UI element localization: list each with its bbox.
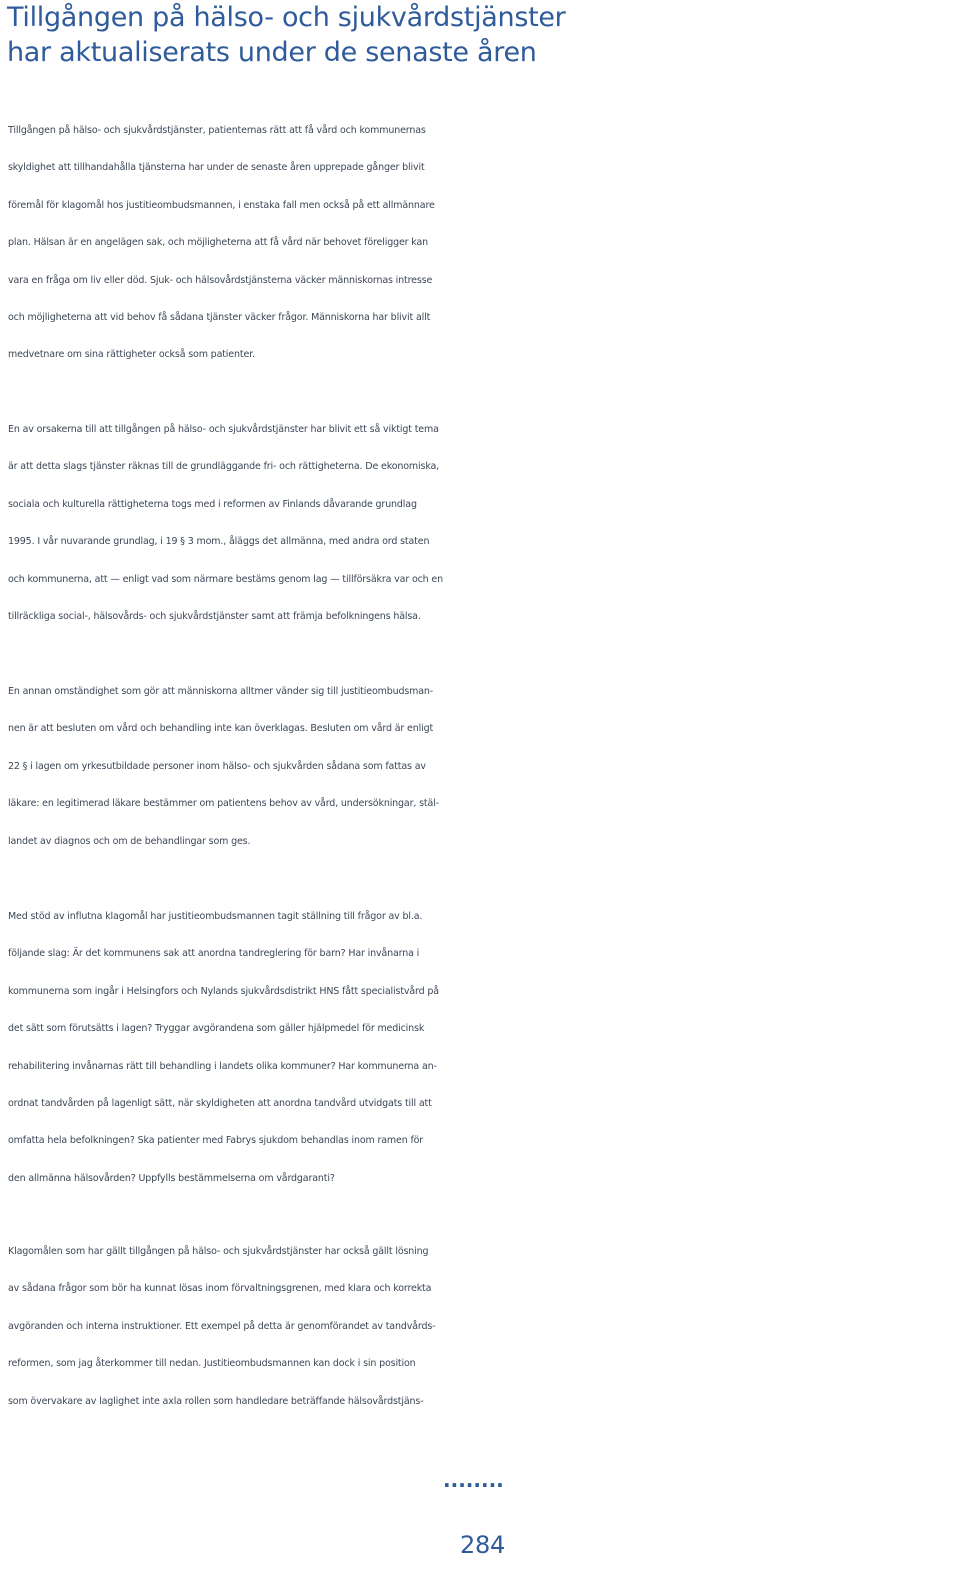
paragraph-line: plan. Hälsan är en angelägen sak, och möjligheterna att få vård när behovet föreligger kan [8, 237, 429, 249]
section-heading [7, 0, 907, 70]
paragraph-line: 22 § i lagen om yrkesutbildade personer inom hälso- och sjukvården sådana som fattas av [8, 760, 426, 772]
paragraph-line: nen är att besluten om vård och behandling inte kan överklagas. Besluten om vård är enligt [8, 723, 434, 735]
page-number: 284 [460, 1531, 505, 1559]
paragraph-line: avgöranden och interna instruktioner. Ett exempel på detta är genomförandet av tandvårds- [8, 1320, 436, 1332]
paragraph-line: av sådana frågor som bör ha kunnat lösas inom förvaltningsgrenen, med klara och korrekta [8, 1283, 432, 1295]
body-paragraph [8, 673, 958, 860]
paragraph-line: reformen, som jag återkommer till nedan. Justitieombudsmannen kan dock i sin position [8, 1358, 416, 1370]
paragraph-line: vara en fråga om liv eller död. Sjuk- och hälsovårdstjänsterna väcker människornas intresse [8, 274, 433, 286]
paragraph-line: 1995. I vår nuvarande grundlag, i 19 § 3 mom., åläggs det allmänna, med andra ord staten [8, 536, 430, 548]
paragraph-line: och kommunerna, att — enligt vad som närmare bestäms genom lag — tillförsäkra var och en [8, 573, 443, 585]
paragraph-line: omfatta hela befolkningen? Ska patienter med Fabrys sjukdom behandlas inom ramen för [8, 1135, 424, 1147]
paragraph-line: medvetnare om sina rättigheter också som patienter. [8, 349, 255, 361]
heading-line: Tillgången på hälso- och sjukvårdstjänster [7, 2, 566, 33]
paragraph-line: Klagomålen som har gällt tillgången på hälso- och sjukvårdstjänster har också gällt lösning [8, 1246, 429, 1257]
paragraph-line: En av orsakerna till att tillgången på hälso- och sjukvårdstjänster har blivit ett så viktigt tema [8, 424, 439, 435]
body-paragraph [8, 898, 958, 1197]
paragraph-line: följande slag: Är det kommunens sak att anordna tandreglering för barn? Har invånarna i [8, 948, 420, 960]
paragraph-line: skyldighet att tillhandahålla tjänsterna har under de senaste åren upprepade gånger blivit [8, 162, 425, 174]
paragraph-line: föremål för klagomål hos justitieombudsmannen, i enstaka fall men också på ett allmännare [8, 199, 435, 211]
paragraph-line: Med stöd av influtna klagomål har justitieombudsmannen tagit ställning till frågor av bl.a. [8, 911, 423, 922]
paragraph-line: tillräckliga social-, hälsovårds- och sjukvårdstjänster samt att främja befolkningens hälsa. [8, 611, 421, 623]
paragraph-line: det sätt som förutsätts i lagen? Tryggar avgörandena som gäller hjälpmedel för medicinsk [8, 1023, 425, 1035]
paragraph-line: kommunerna som ingår i Helsingfors och Nylands sjukvårdsdistrikt HNS fått specialistvård på [8, 985, 439, 997]
body-paragraph [8, 411, 958, 635]
paragraph-line: är att detta slags tjänster räknas till de grundläggande fri- och rättigheterna. De ekonomiska, [8, 461, 440, 473]
paragraph-line: den allmänna hälsovården? Uppfylls bestämmelserna om vårdgaranti? [8, 1172, 335, 1184]
paragraph-line: rehabilitering invånarnas rätt till behandling i landets olika kommuner? Har kommunerna an- [8, 1060, 437, 1072]
heading-line: har aktualiserats under de senaste åren [7, 37, 537, 68]
body-paragraph [8, 1233, 958, 1420]
paragraph-line: som övervakare av laglighet inte axla rollen som handledare beträffande hälsovårdstjäns- [8, 1395, 424, 1407]
paragraph-line: sociala och kulturella rättigheterna togs med i reformen av Finlands dåvarande grundlag [8, 498, 417, 510]
continuation-dots: ........ [443, 1468, 504, 1492]
paragraph-line: ordnat tandvården på lagenligt sätt, när skyldigheten att anordna tandvård utvidgats till att [8, 1098, 432, 1110]
body-paragraph [8, 112, 958, 374]
paragraph-line: Tillgången på hälso- och sjukvårdstjänster, patienternas rätt att få vård och kommunernas [8, 125, 426, 136]
paragraph-line: läkare: en legitimerad läkare bestämmer om patientens behov av vård, undersökningar, stäl- [8, 798, 439, 810]
paragraph-line: En annan omständighet som gör att människorna alltmer vänder sig till justitieombudsman- [8, 686, 434, 697]
paragraph-line: landet av diagnos och om de behandlingar som ges. [8, 835, 251, 847]
paragraph-line: och möjligheterna att vid behov få sådana tjänster väcker frågor. Människorna har blivit allt [8, 312, 431, 324]
